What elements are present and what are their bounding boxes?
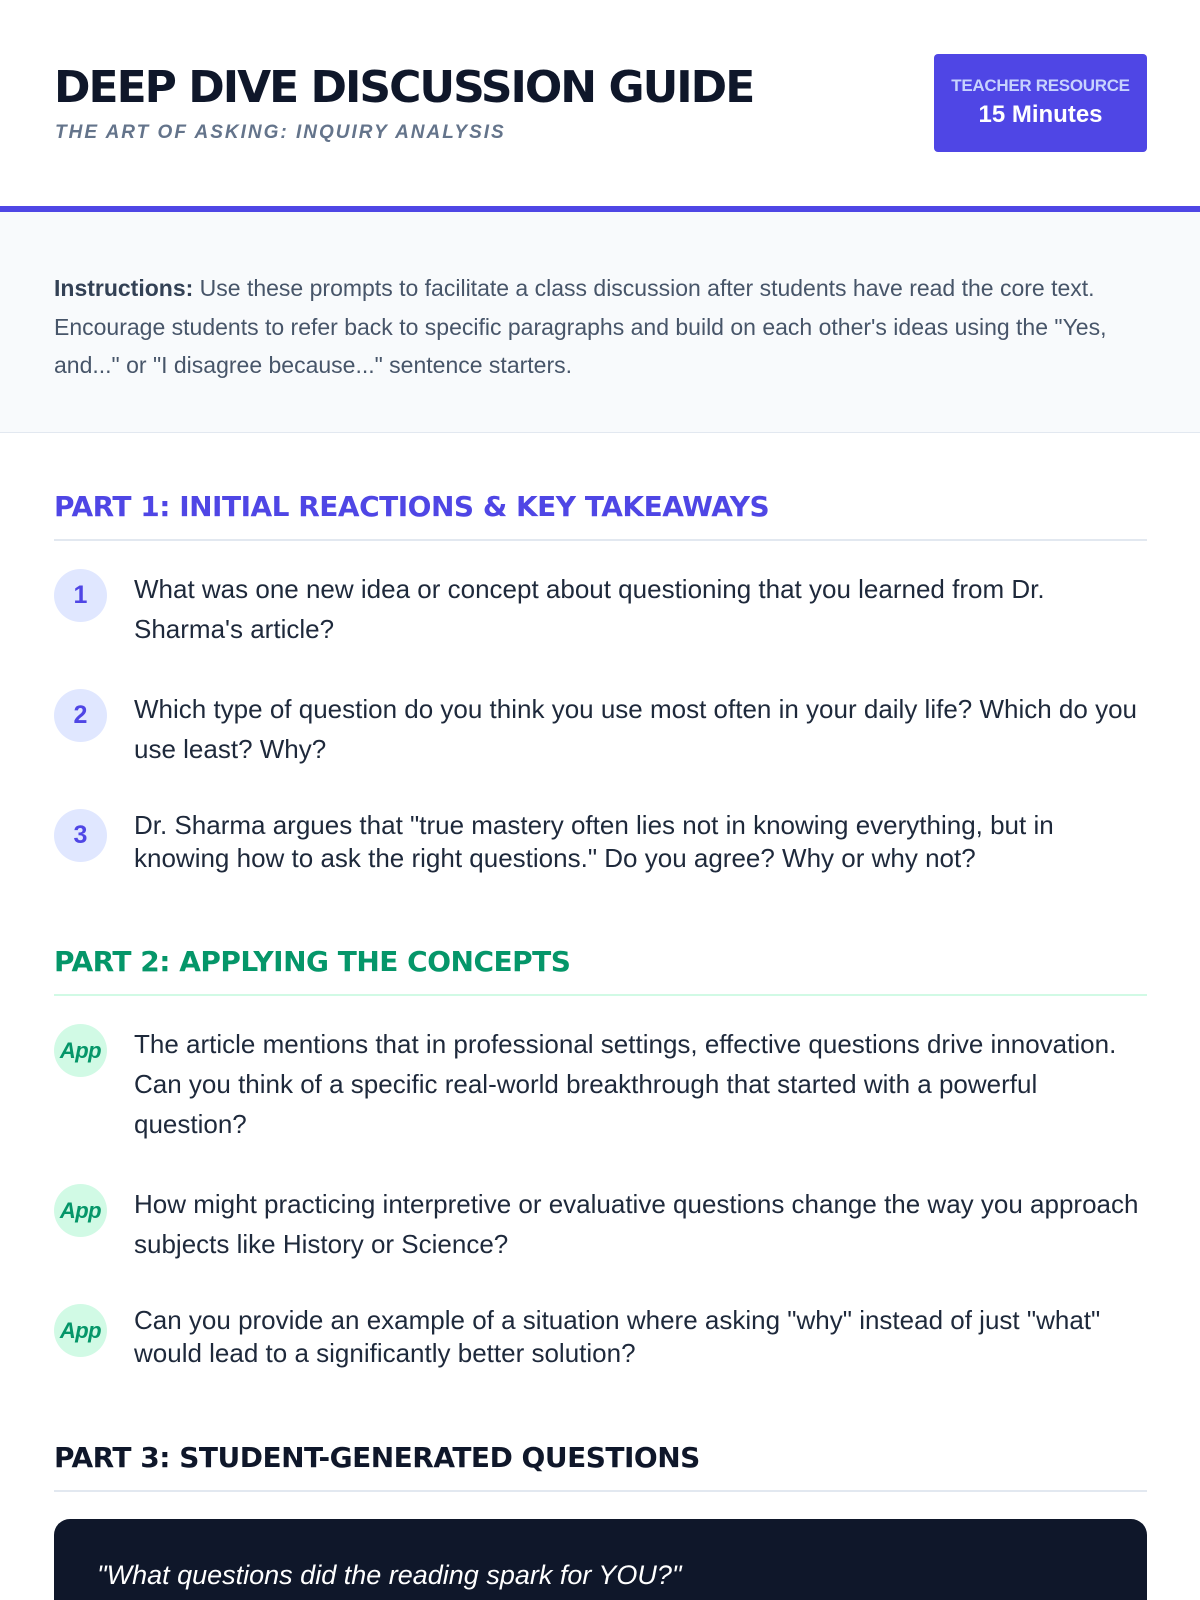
instructions-label: Instructions: <box>54 275 194 301</box>
question-text: The article mentions that in professional settings, effective questions drive innovation. Can you think of a specific real-world breakthrough that started with a powerful question? <box>134 1029 1117 1139</box>
question-text: What was one new idea or concept about questioning that you learned from Dr. Sharma's article? <box>134 574 1045 644</box>
student-questions-prompt: "What questions did the reading spark for YOU?" <box>97 1560 682 1590</box>
section-divider <box>54 994 1147 996</box>
question-text: Can you provide an example of a situation where asking "why" instead of just "what" would lead to a significantly better solution? <box>134 1305 1101 1368</box>
section-heading-part2: PART 2: APPLYING THE CONCEPTS <box>54 945 571 978</box>
application-badge: App <box>54 1024 107 1077</box>
section-divider <box>54 539 1147 541</box>
question-number-badge: 2 <box>54 689 107 742</box>
page-subtitle: THE ART OF ASKING: INQUIRY ANALYSIS <box>55 122 506 143</box>
page-header <box>0 0 1200 204</box>
question-text: Dr. Sharma argues that "true mastery often lies not in knowing everything, but in knowing how to ask the right questions." Do you agree? Why or why not? <box>134 810 1054 873</box>
question-number-badge: 3 <box>54 809 107 862</box>
instructions-body: Use these prompts to facilitate a class discussion after students have read the core text. Encourage students to refer back to specific paragraphs and build on each other's ideas using the "Yes, and..." or "I disagree because..." sentence starters. <box>54 275 1107 378</box>
badge-label: TEACHER RESOURCE <box>951 76 1130 95</box>
application-badge: App <box>54 1184 107 1237</box>
badge-duration: 15 Minutes <box>978 101 1103 128</box>
application-badge: App <box>54 1304 107 1357</box>
section-heading-part1: PART 1: INITIAL REACTIONS & KEY TAKEAWAYS <box>54 490 770 523</box>
student-questions-panel <box>54 1519 1147 1600</box>
section-heading-part3: PART 3: STUDENT-GENERATED QUESTIONS <box>54 1441 700 1474</box>
question-number-badge: 1 <box>54 569 107 622</box>
resource-badge <box>934 54 1147 152</box>
section-divider <box>54 1490 1147 1492</box>
instructions-panel <box>0 212 1200 433</box>
question-text: How might practicing interpretive or evaluative questions change the way you approach subjects like History or Science? <box>134 1189 1139 1259</box>
instructions-text <box>54 269 1154 385</box>
page-title: DEEP DIVE DISCUSSION GUIDE <box>54 62 754 113</box>
question-text: Which type of question do you think you use most often in your daily life? Which do you use least? Why? <box>134 694 1137 764</box>
